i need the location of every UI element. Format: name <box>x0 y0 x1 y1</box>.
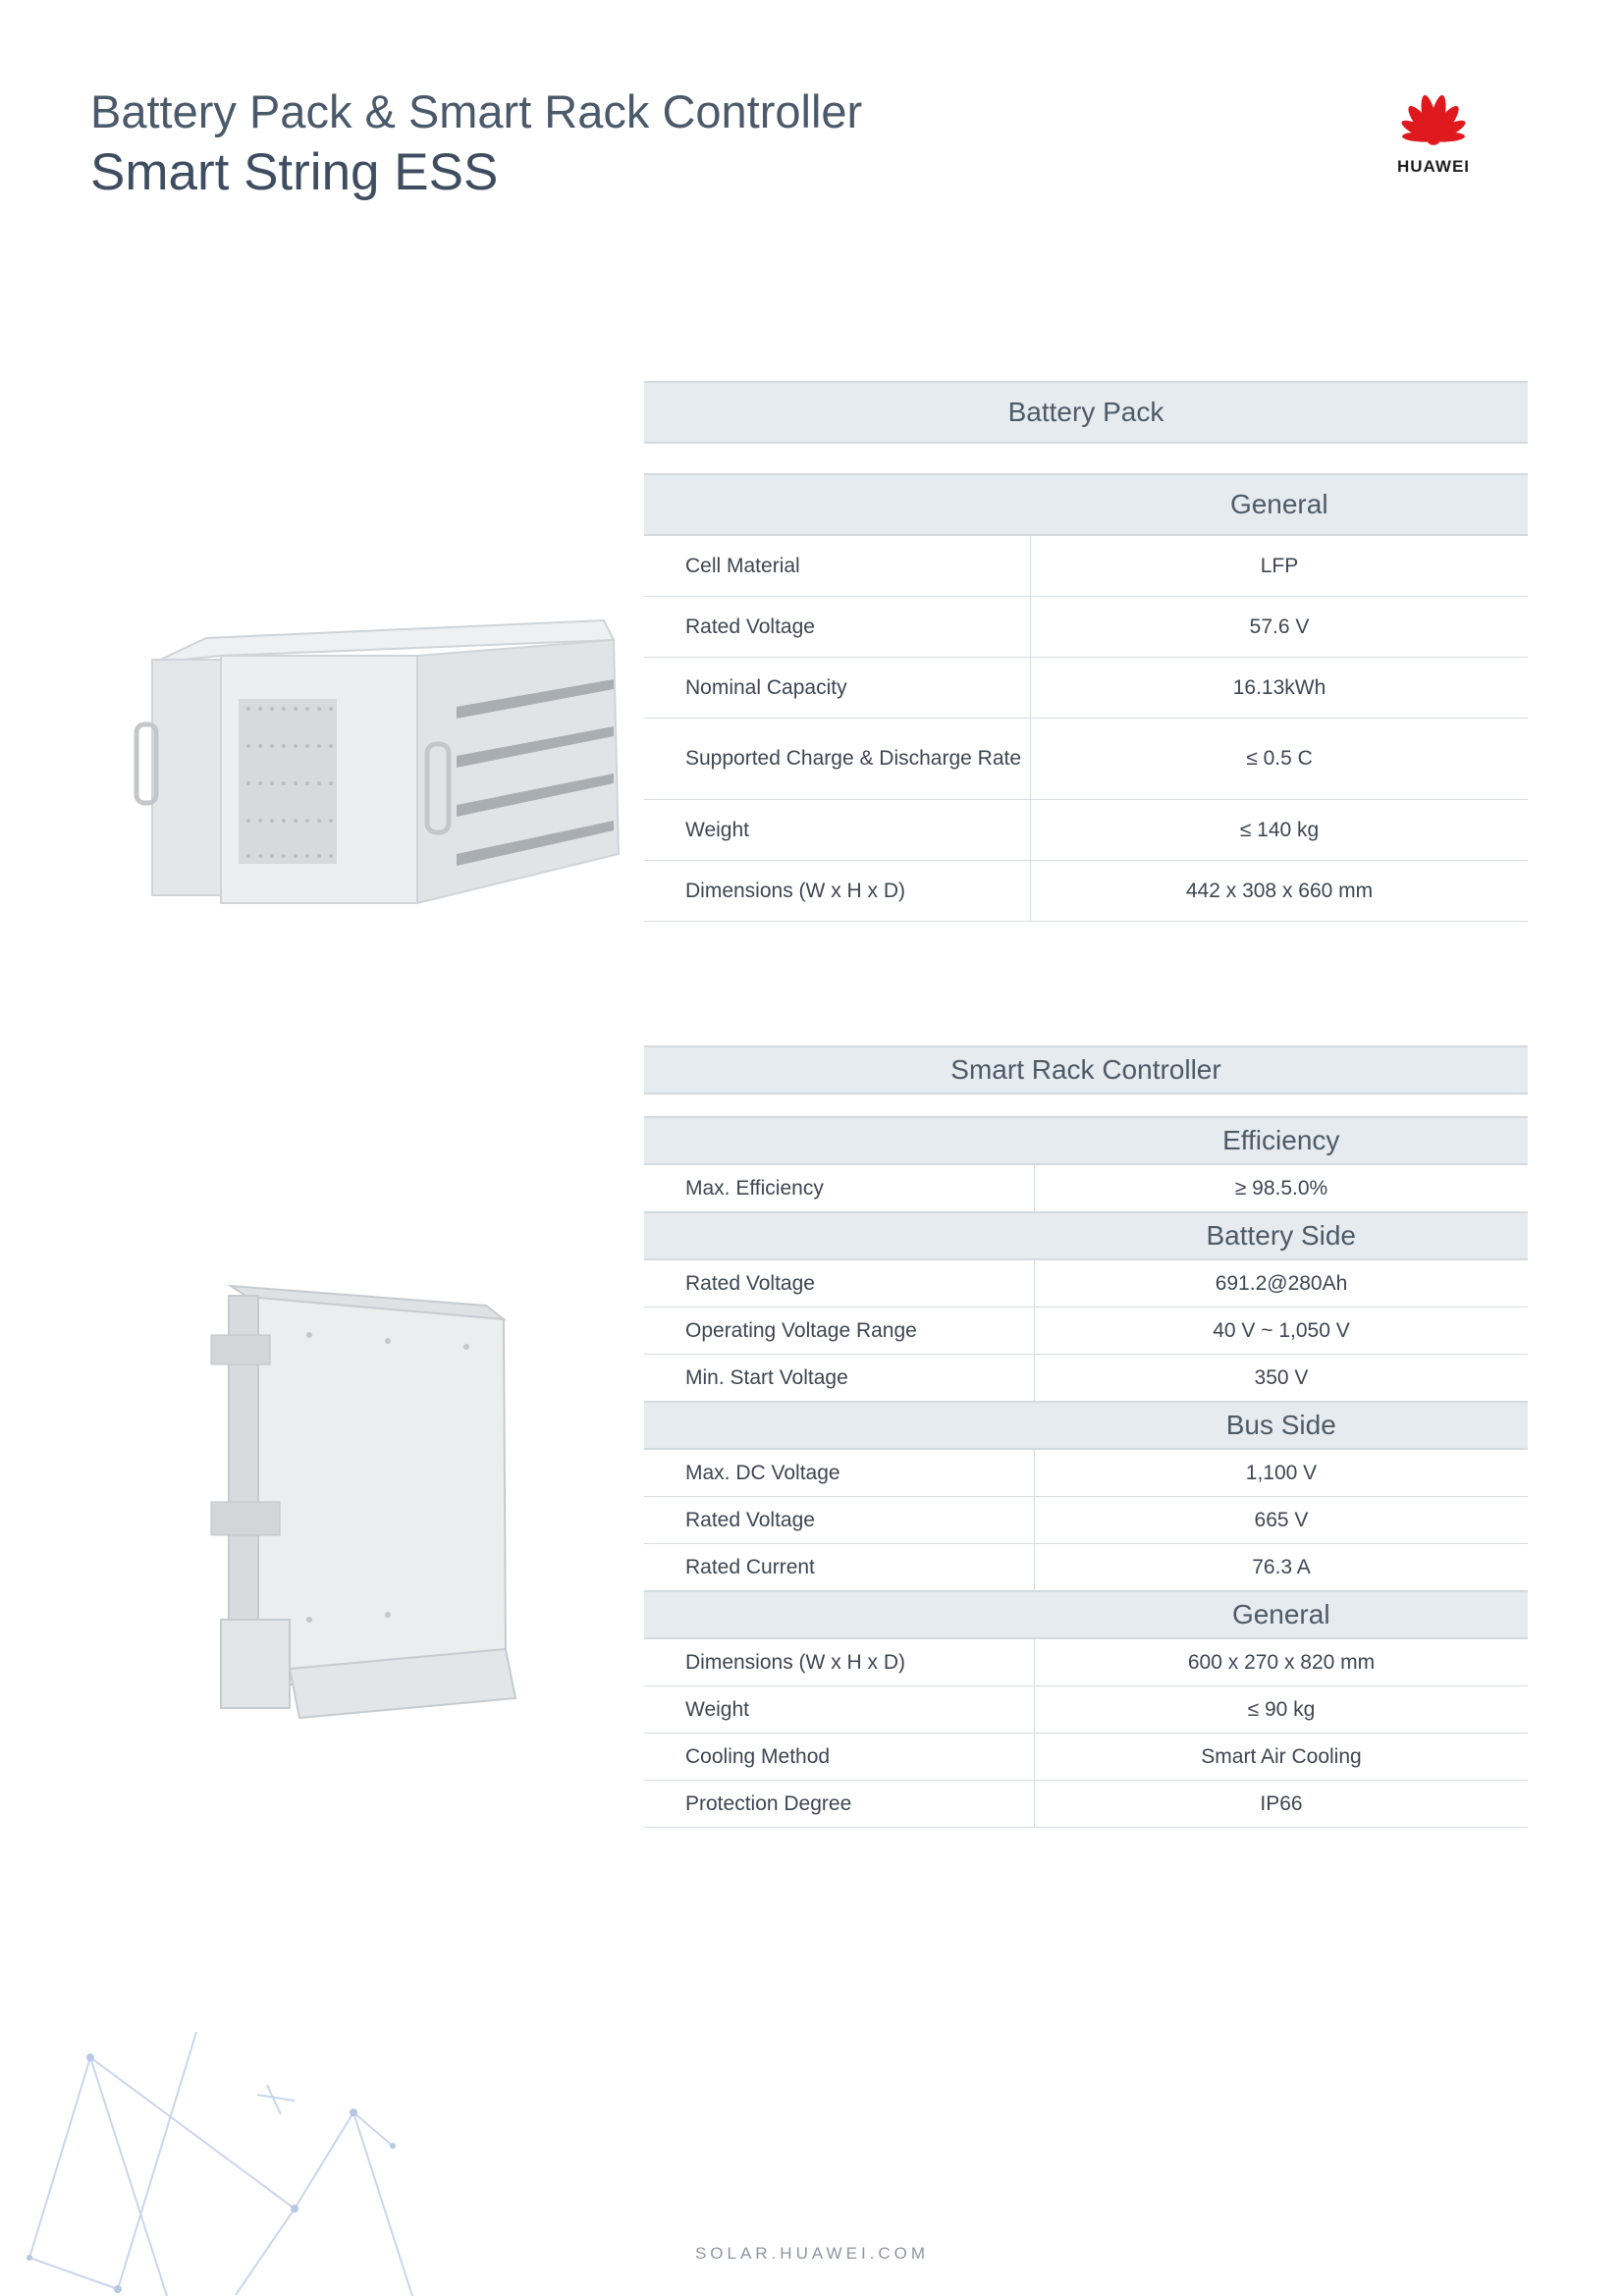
spec-value: 691.2@280Ah <box>1035 1259 1529 1308</box>
spec-label: Rated Voltage <box>644 1497 1035 1544</box>
spec-value: IP66 <box>1035 1781 1529 1828</box>
spec-label: Dimensions (W x H x D) <box>644 861 1031 922</box>
table-row <box>644 1497 1528 1544</box>
table-row <box>644 1355 1528 1403</box>
spec-label: Supported Charge & Discharge Rate <box>644 719 1031 800</box>
spec-value: 40 V ~ 1,050 V <box>1035 1308 1529 1355</box>
smart-rack-controller-title: Smart Rack Controller <box>644 1046 1528 1094</box>
spec-value: 16.13kWh <box>1031 658 1529 719</box>
section-bus-side: Bus Side <box>1035 1402 1529 1449</box>
table-row <box>644 1259 1528 1308</box>
spec-label: Cooling Method <box>644 1734 1035 1781</box>
spec-value: 350 V <box>1035 1355 1529 1403</box>
section-battery-side: Battery Side <box>1035 1212 1529 1259</box>
table-row <box>644 1781 1528 1828</box>
spec-label: Max. DC Voltage <box>644 1449 1035 1497</box>
table-row <box>644 1164 1528 1212</box>
table-row <box>644 1449 1528 1497</box>
spec-value: ≤ 140 kg <box>1031 800 1529 861</box>
spec-value: 600 x 270 x 820 mm <box>1035 1638 1529 1686</box>
spec-value: 665 V <box>1035 1497 1529 1544</box>
spec-value: 442 x 308 x 660 mm <box>1031 861 1529 922</box>
spec-value: 76.3 A <box>1035 1544 1529 1592</box>
section-efficiency: Efficiency <box>1035 1117 1529 1164</box>
spec-label: Weight <box>644 1686 1035 1734</box>
section-general: General <box>1035 1591 1529 1638</box>
spec-label: Min. Start Voltage <box>644 1355 1035 1403</box>
table-row <box>644 719 1528 800</box>
smart-rack-controller-image <box>191 1276 530 1728</box>
table-row <box>644 1544 1528 1592</box>
spec-label: Max. Efficiency <box>644 1164 1035 1212</box>
table-row <box>644 658 1528 719</box>
smart-rack-controller-spec-table <box>644 1045 1528 1828</box>
spec-value: ≤ 0.5 C <box>1031 719 1529 800</box>
spec-label: Rated Voltage <box>644 1259 1035 1308</box>
spec-label: Nominal Capacity <box>644 658 1031 719</box>
battery-pack-image <box>133 609 658 913</box>
page-subtitle: Smart String ESS <box>90 143 499 201</box>
spec-label: Dimensions (W x H x D) <box>644 1638 1035 1686</box>
table-row <box>644 535 1528 597</box>
battery-pack-title: Battery Pack <box>644 382 1528 443</box>
spec-label: Operating Voltage Range <box>644 1308 1035 1355</box>
table-row <box>644 597 1528 658</box>
battery-pack-spec-table <box>644 381 1528 922</box>
spec-label: Rated Voltage <box>644 597 1031 658</box>
spec-label: Cell Material <box>644 535 1031 597</box>
spec-value: ≤ 90 kg <box>1035 1686 1529 1734</box>
table-row <box>644 1734 1528 1781</box>
table-row <box>644 1638 1528 1686</box>
table-row <box>644 1686 1528 1734</box>
spec-label: Protection Degree <box>644 1781 1035 1828</box>
spec-value: ≥ 98.5.0% <box>1035 1164 1529 1212</box>
table-row <box>644 1308 1528 1355</box>
battery-pack-section-general: General <box>1031 474 1529 535</box>
table-row <box>644 800 1528 861</box>
spec-value: 1,100 V <box>1035 1449 1529 1497</box>
spec-value: LFP <box>1031 535 1529 597</box>
footer-url: SOLAR.HUAWEI.COM <box>694 2244 930 2263</box>
spec-value: Smart Air Cooling <box>1035 1734 1529 1781</box>
spec-label: Rated Current <box>644 1544 1035 1592</box>
spec-label: Weight <box>644 800 1031 861</box>
table-row <box>644 861 1528 922</box>
brand-name: HUAWEI <box>1397 157 1470 176</box>
page-title: Battery Pack & Smart Rack Controller <box>90 85 863 137</box>
spec-value: 57.6 V <box>1031 597 1529 658</box>
